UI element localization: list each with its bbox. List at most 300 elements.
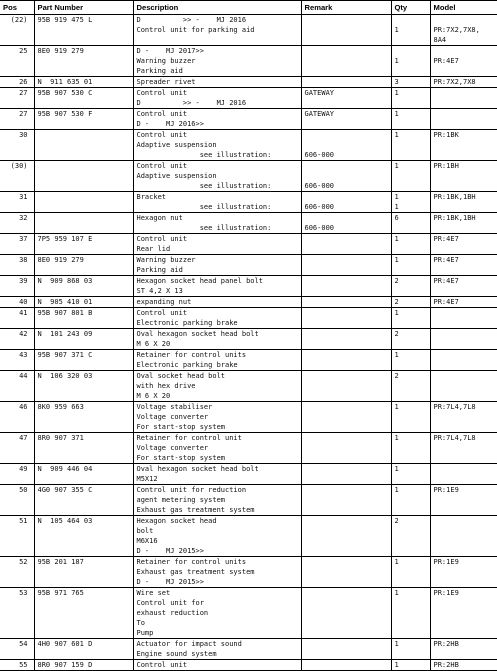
table-row [0,297,497,308]
cell-model [430,588,497,639]
table-body [0,15,497,671]
cell-remark-line [305,371,388,381]
table-row [0,350,497,371]
cell-description-line: M6X16 [136,537,158,545]
cell-description-line: D - MJ 2015>> [136,578,204,586]
cell-description-line: Exhaust gas treatment system [136,506,255,514]
cell-part-number-text: 4H0 907 601 D [37,640,93,648]
cell-model-line [434,308,495,318]
cell-model-line [434,150,495,160]
cell-remark-line [305,318,388,328]
cell-pos-text: 27 [19,110,28,118]
cell-description-line: Wire set [136,589,171,597]
cell-remark-line [305,140,388,150]
cell-remark-line [305,588,388,598]
cell-remark [301,557,391,588]
cell-qty-line [395,628,427,638]
cell-description [133,464,301,485]
cell-qty-line: 1 [394,351,399,359]
cell-model-line [434,577,495,587]
cell-qty-line: 2 [394,277,399,285]
cell-part-number-text: N 911 635 01 [37,78,93,86]
cell-qty-line: 1 [394,110,399,118]
cell-remark-line [305,453,388,463]
cell-qty-line [395,66,427,76]
cell-remark [301,464,391,485]
cell-description-line: For start-stop system [136,423,226,431]
cell-pos [0,433,34,464]
cell-description [133,485,301,516]
cell-description-line: Electronic parking brake [136,319,238,327]
cell-model-line [434,505,495,515]
cell-pos [0,46,34,77]
cell-part-number-text: 8E0 919 279 [37,47,84,55]
cell-qty-line: 1 [394,309,399,317]
table-row [0,276,497,297]
cell-model [430,371,497,402]
cell-model-line [434,381,495,391]
cell-part-number [34,557,133,588]
cell-qty [391,46,430,77]
cell-remark [301,516,391,557]
cell-model-line [434,109,495,119]
cell-pos-text: 31 [19,193,28,201]
cell-qty-line [395,119,427,129]
cell-description-line: Rear lid [136,245,171,253]
cell-qty [391,234,430,255]
cell-remark [301,276,391,297]
cell-description-line: Exhaust gas treatment system [136,568,255,576]
cell-model [430,88,497,109]
cell-pos-text: 43 [19,351,28,359]
cell-model [430,639,497,660]
cell-description [133,329,301,350]
cell-qty-line [395,360,427,370]
cell-part-number-text: 95B 907 371 C [37,351,93,359]
cell-description [133,433,301,464]
cell-qty-line [395,140,427,150]
cell-part-number-text [38,192,130,202]
cell-pos [0,516,34,557]
cell-model-line: PR:1BK [433,131,459,139]
cell-qty [391,276,430,297]
cell-model-line: PR:4E7 [433,277,459,285]
cell-model [430,485,497,516]
cell-remark-line [305,56,388,66]
cell-remark-line [305,276,388,286]
cell-description-line: D - MJ 2015>> [136,547,204,555]
table-row [0,402,497,433]
cell-part-number-text: 95B 907 801 B [37,309,93,317]
cell-remark-line [305,608,388,618]
cell-model-line [434,618,495,628]
cell-remark-line [305,360,388,370]
cell-model-line: PR:1E9 [433,558,459,566]
cell-qty-line: 3 [394,78,399,86]
cell-description [133,255,301,276]
cell-qty-line: 1 [394,235,399,243]
cell-model [430,213,497,234]
cell-description-line: Voltage converter [136,444,209,452]
cell-model-line [434,265,495,275]
cell-model [430,161,497,192]
cell-description-line: Hexagon socket head [136,517,217,525]
cell-qty-line [395,536,427,546]
cell-model-line: PR:2HB [433,661,459,669]
cell-model-line: PR:1E9 [433,486,459,494]
cell-pos [0,588,34,639]
cell-qty [391,588,430,639]
cell-description-line: agent metering system [136,496,226,504]
cell-model-line [434,181,495,191]
cell-qty [391,329,430,350]
cell-remark-line [305,213,388,223]
cell-pos-text: 53 [19,589,28,597]
cell-model-line [434,495,495,505]
cell-description-line: Hexagon socket head panel bolt [136,277,263,285]
cell-remark [301,161,391,192]
cell-pos-text: 46 [19,403,28,411]
cell-remark-line [305,171,388,181]
cell-remark-line [305,628,388,638]
cell-qty [391,660,430,671]
cell-pos [0,130,34,161]
cell-remark-line [305,495,388,505]
cell-part-number-text: 8K0 959 663 [37,403,84,411]
cell-model-line [434,443,495,453]
cell-model [430,660,497,671]
cell-remark [301,109,391,130]
cell-pos [0,660,34,671]
cell-description-line: D >> - MJ 2016 [136,16,247,24]
cell-description-line: see illustration: [136,151,272,159]
cell-description [133,297,301,308]
cell-model-line [434,546,495,556]
cell-part-number-text: 95B 201 187 [37,558,84,566]
cell-remark [301,130,391,161]
cell-description-line: Control unit [136,162,188,170]
cell-remark-line [305,98,388,108]
table-row [0,639,497,660]
table-row [0,557,497,588]
cell-qty [391,15,430,46]
cell-remark [301,234,391,255]
table-row [0,213,497,234]
table-row [0,660,497,671]
cell-pos-text: 26 [19,78,28,86]
cell-model-line [434,140,495,150]
cell-model-line [434,15,495,25]
cell-remark-line [305,412,388,422]
table-header-row [0,1,497,15]
cell-qty-line: 6 [394,214,399,222]
cell-qty [391,192,430,213]
cell-part-number [34,255,133,276]
cell-qty-line: 1 [394,193,399,201]
cell-qty-line [395,618,427,628]
cell-model-line: PR:7X2,7X8, [433,26,480,34]
cell-description-line: see illustration: [136,203,272,211]
cell-part-number-text: N 106 320 03 [37,372,93,380]
cell-description [133,557,301,588]
cell-model-line [434,474,495,484]
cell-qty-line [395,381,427,391]
cell-qty-line: 2 [394,517,399,525]
cell-remark-line: GATEWAY [304,110,335,118]
cell-description-line: Retainer for control units [136,558,247,566]
cell-qty [391,557,430,588]
cell-description-line: Voltage stabiliser [136,403,213,411]
cell-qty-line [395,453,427,463]
cell-qty-line: 1 [394,640,399,648]
cell-remark-line [305,536,388,546]
cell-qty-line [395,443,427,453]
cell-description-line: Control unit [136,131,188,139]
cell-model [430,402,497,433]
cell-pos-text: 51 [19,517,28,525]
cell-qty [391,308,430,329]
header-model: Model [430,1,497,15]
cell-part-number [34,516,133,557]
cell-model-line [434,516,495,526]
cell-remark-line [305,474,388,484]
cell-model-line: PR:7X2,7X8 [433,78,476,86]
cell-remark-line [305,130,388,140]
cell-pos-text: 27 [19,89,28,97]
cell-remark-line [305,443,388,453]
cell-model [430,433,497,464]
cell-part-number [34,402,133,433]
cell-pos-text: 32 [19,214,28,222]
header-pos: Pos [0,1,34,15]
cell-description-line: Control unit [136,661,188,669]
cell-remark-line [305,485,388,495]
cell-pos [0,192,34,213]
cell-model-line: PR:2HB [433,640,459,648]
cell-remark-line [305,649,388,659]
cell-qty [391,371,430,402]
table-row [0,15,497,46]
cell-description-line: D - MJ 2017>> [136,47,204,55]
cell-model-line [434,339,495,349]
cell-qty-line: 1 [394,434,399,442]
cell-description [133,192,301,213]
cell-qty-line [395,505,427,515]
cell-remark-line [305,297,388,307]
cell-remark [301,639,391,660]
cell-qty-line: 1 [394,203,399,211]
cell-pos [0,639,34,660]
cell-qty-line [395,15,427,25]
cell-description-line: Pump [136,629,154,637]
cell-remark-line [305,234,388,244]
table-row [0,485,497,516]
cell-pos [0,297,34,308]
cell-qty [391,297,430,308]
cell-model-line [434,98,495,108]
cell-model-line [434,171,495,181]
cell-remark [301,213,391,234]
cell-model-line [434,119,495,129]
cell-qty [391,130,430,161]
cell-description [133,660,301,671]
cell-remark-line [305,25,388,35]
cell-model-line: PR:1BK,1BH [433,214,476,222]
cell-remark [301,308,391,329]
cell-description-line: Actuator for impact sound [136,640,242,648]
cell-qty [391,433,430,464]
cell-qty-line [395,171,427,181]
cell-qty-line [395,391,427,401]
cell-model-line: PR:1E9 [433,589,459,597]
cell-pos-text: 39 [19,277,28,285]
cell-description-line: Hexagon nut [136,214,183,222]
cell-description-line: Warning buzzer [136,256,196,264]
cell-remark-line: 606-000 [304,182,335,190]
cell-part-number [34,15,133,46]
cell-model-line [434,536,495,546]
cell-pos [0,308,34,329]
cell-model-line [434,453,495,463]
cell-part-number-text: 7P5 959 107 E [37,235,93,243]
cell-qty-line [395,244,427,254]
cell-qty-line: 1 [394,589,399,597]
cell-qty-line: 2 [394,298,399,306]
cell-description [133,15,301,46]
cell-description-line: bolt [136,527,154,535]
cell-pos-text: 41 [19,309,28,317]
cell-model-line [434,608,495,618]
table-row [0,161,497,192]
cell-description-line: Bracket [136,193,167,201]
cell-pos [0,402,34,433]
cell-remark-line [305,546,388,556]
cell-part-number [34,464,133,485]
table-row [0,46,497,77]
cell-remark-line: 606-000 [304,151,335,159]
cell-part-number [34,77,133,88]
cell-description-line: M 6 X 20 [136,392,171,400]
cell-remark-line [305,255,388,265]
cell-part-number-text: 8R0 907 159 D [37,661,93,669]
cell-remark [301,402,391,433]
cell-model-line [434,422,495,432]
cell-model [430,192,497,213]
cell-description-line: ST 4,2 X 13 [136,287,183,295]
cell-description-line: Parking aid [136,67,183,75]
cell-remark-line [305,557,388,567]
cell-part-number-text: N 905 410 01 [37,298,93,306]
cell-description-line: For start-stop system [136,454,226,462]
cell-qty-line [395,608,427,618]
cell-qty-line: 1 [394,131,399,139]
cell-remark [301,192,391,213]
cell-remark [301,485,391,516]
cell-part-number [34,46,133,77]
cell-part-number [34,350,133,371]
cell-model-line [434,628,495,638]
cell-part-number [34,433,133,464]
cell-qty-line: 1 [394,162,399,170]
cell-pos [0,88,34,109]
cell-description-line: D >> - MJ 2016 [136,99,247,107]
cell-qty-line [395,150,427,160]
cell-model-line [434,329,495,339]
cell-model [430,77,497,88]
cell-qty-line [395,181,427,191]
cell-remark-line [305,505,388,515]
cell-model-line [434,244,495,254]
header-part-number: Part Number [34,1,133,15]
cell-part-number [34,192,133,213]
cell-description-line: Parking aid [136,266,183,274]
cell-model [430,276,497,297]
cell-remark-line [305,381,388,391]
cell-qty [391,402,430,433]
cell-remark [301,255,391,276]
cell-qty-line [395,412,427,422]
table-row [0,433,497,464]
cell-remark-line: 606-000 [304,203,335,211]
table-row [0,329,497,350]
cell-description [133,109,301,130]
cell-description-line: Control unit for reduction [136,486,247,494]
cell-description-line: Oval socket head bolt [136,372,226,380]
cell-model [430,46,497,77]
cell-qty-line: 2 [394,372,399,380]
cell-description-line: Oval hexagon socket head bolt [136,330,259,338]
cell-description-line: Adaptive suspension [136,172,217,180]
cell-qty-line [395,286,427,296]
cell-qty-line [395,98,427,108]
cell-remark-line [305,244,388,254]
header-description: Description [133,1,301,15]
cell-remark-line [305,308,388,318]
cell-qty-line [395,495,427,505]
cell-model [430,557,497,588]
cell-description-line: see illustration: [136,182,272,190]
cell-description [133,77,301,88]
cell-model-line [434,286,495,296]
cell-model [430,15,497,46]
cell-description [133,402,301,433]
cell-remark-line [305,516,388,526]
cell-remark-line [305,77,388,87]
cell-remark [301,660,391,671]
header-qty: Qty [391,1,430,15]
table-row [0,588,497,639]
cell-model-line: PR:7L4,7L8 [433,434,476,442]
cell-model-line [434,464,495,474]
cell-qty-line: 1 [394,57,399,65]
cell-description [133,639,301,660]
cell-pos [0,485,34,516]
cell-qty-line [395,46,427,56]
cell-description-line: with hex drive [136,382,196,390]
table-row [0,464,497,485]
cell-description-line: Control unit [136,110,188,118]
cell-part-number-text: 8E0 919 279 [37,256,84,264]
cell-part-number [34,639,133,660]
cell-qty [391,516,430,557]
cell-pos-text: 54 [19,640,28,648]
cell-description [133,276,301,297]
cell-description-line: Retainer for control unit [136,434,242,442]
cell-model [430,109,497,130]
cell-qty-line: 2 [394,330,399,338]
cell-model [430,130,497,161]
cell-qty-line: 1 [394,256,399,264]
